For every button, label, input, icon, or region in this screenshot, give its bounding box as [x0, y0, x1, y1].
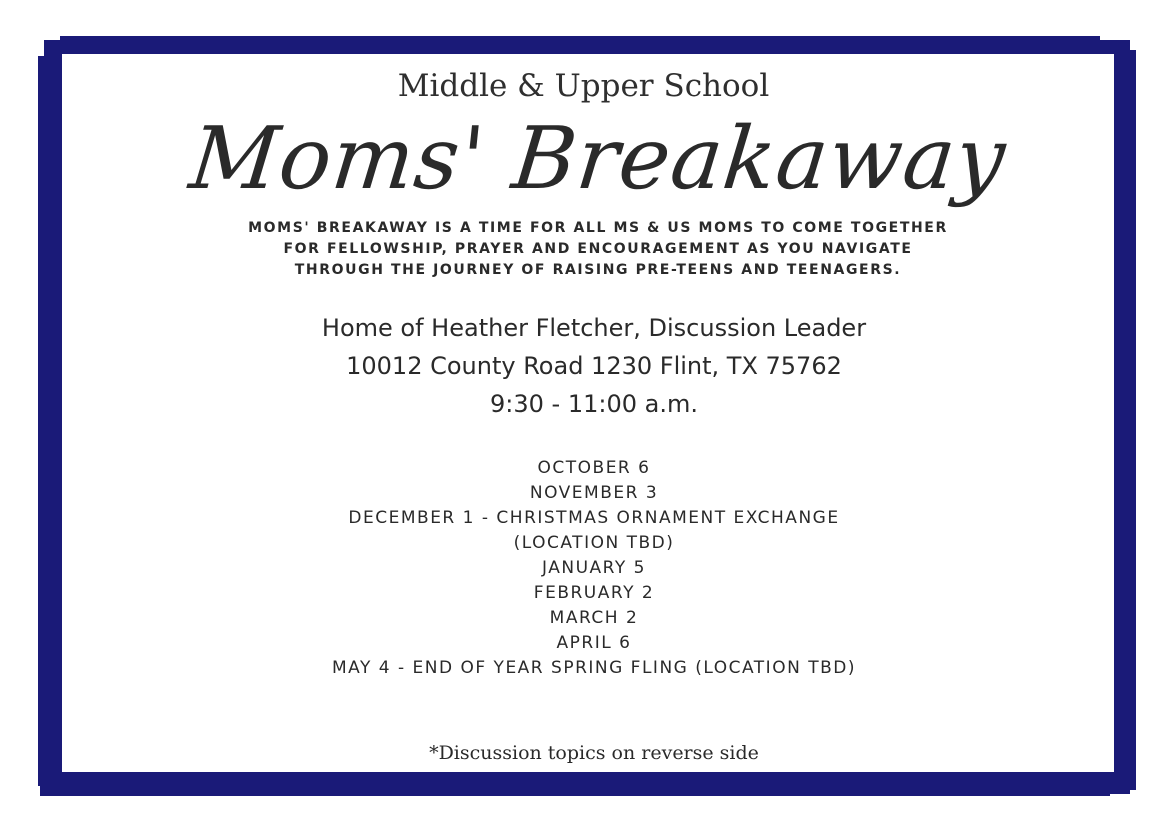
date-item: DECEMBER 1 - CHRISTMAS ORNAMENT EXCHANGE [348, 508, 840, 528]
date-item: FEBRUARY 2 [533, 583, 655, 603]
brush-stroke-top [60, 36, 1100, 46]
date-item: OCTOBER 6 [537, 458, 651, 478]
date-item: NOVEMBER 3 [529, 483, 659, 503]
venue-host: Home of Heather Fletcher, Discussion Leader [321, 314, 867, 342]
invitation-card [62, 54, 1114, 772]
date-item: JANUARY 5 [542, 558, 646, 578]
intro-line: THROUGH THE JOURNEY OF RAISING PRE-TEENS AND TEENAGERS. [294, 262, 902, 278]
venue-details [74, 309, 1114, 423]
date-item: MAY 4 - END OF YEAR SPRING FLING (LOCATION TBD) [332, 658, 856, 678]
brush-stroke-top-right [1122, 50, 1136, 790]
intro-line: MOMS' BREAKAWAY IS A TIME FOR ALL MS & US MOMS TO COME TOGETHER [248, 220, 948, 236]
school-subtitle: Middle & Upper School [397, 68, 770, 104]
venue-time: 9:30 - 11:00 a.m. [490, 390, 698, 418]
event-title: Moms' Breakaway [185, 109, 1011, 209]
brush-stroke-bottom [40, 784, 1110, 796]
brush-stroke-top-left [38, 56, 52, 786]
intro-text [82, 218, 1114, 281]
meeting-dates [74, 456, 1114, 681]
date-item: (LOCATION TBD) [513, 533, 675, 553]
venue-address: 10012 County Road 1230 Flint, TX 75762 [346, 352, 842, 380]
footnote: *Discussion topics on reverse side [429, 742, 759, 764]
date-item: APRIL 6 [556, 633, 632, 653]
intro-line: FOR FELLOWSHIP, PRAYER AND ENCOURAGEMENT AS YOU NAVIGATE [283, 241, 913, 257]
date-item: MARCH 2 [549, 608, 639, 628]
